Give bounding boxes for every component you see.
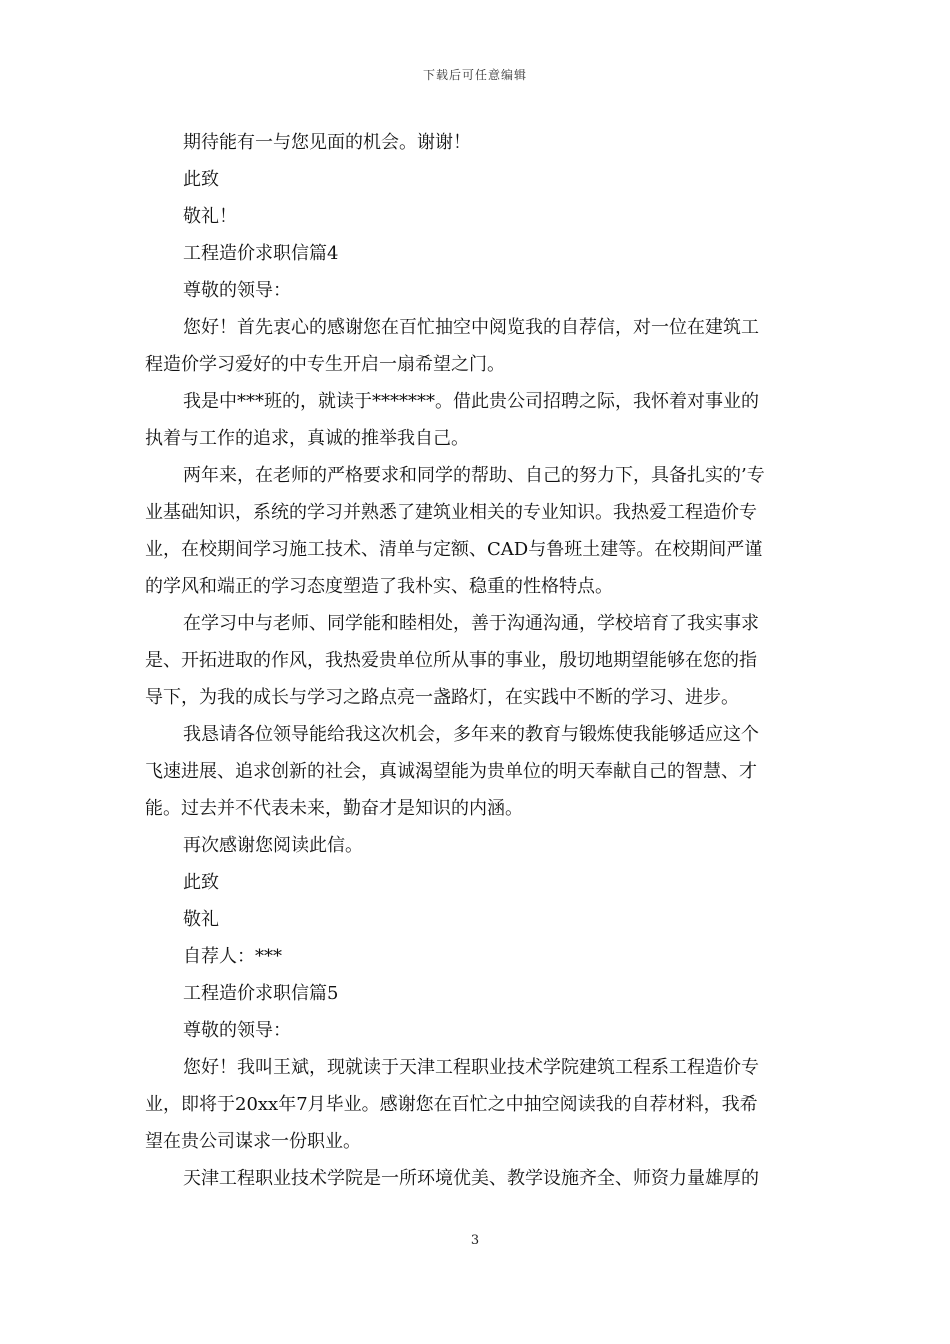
page-number: 3: [470, 1233, 480, 1248]
document-body: [145, 124, 807, 1197]
text-line: 在学习中与老师、同学能和睦相处，善于沟通沟通，学校培育了我实事求: [183, 613, 759, 634]
text-line: 执着与工作的追求，真诚的推举我自己。: [145, 428, 469, 449]
text-line: 敬礼: [183, 909, 219, 930]
text-line: 业，在校期间学习施工技术、清单与定额、CAD与鲁班土建等。在校期间严谨: [145, 539, 763, 560]
text-line: 我是中***班的，就读于*******。借此贵公司招聘之际，我怀着对事业的: [183, 391, 759, 412]
salutation: 尊敬的领导：: [183, 280, 291, 301]
text-line: 导下，为我的成长与学习之路点亮一盏路灯，在实践中不断的学习、进步。: [145, 687, 739, 708]
text-line: 您好！首先衷心的感谢您在百忙抽空中阅览我的自荐信，对一位在建筑工: [183, 317, 759, 338]
text-line: 飞速进展、追求创新的社会，真诚渴望能为贵单位的明天奉献自己的智慧、才: [145, 761, 757, 782]
text-line: 两年来，在老师的严格要求和同学的帮助、自己的努力下，具备扎实的’专: [183, 465, 765, 486]
signature-line: 自荐人：***: [183, 946, 282, 967]
section-heading: 工程造价求职信篇5: [183, 983, 339, 1004]
text-line: 程造价学习爱好的中专生开启一扇希望之门。: [145, 354, 505, 375]
text-line: 望在贵公司谋求一份职业。: [145, 1131, 361, 1152]
text-line: 我恳请各位领导能给我这次机会，多年来的教育与锻炼使我能够适应这个: [183, 724, 759, 745]
text-line: 业基础知识，系统的学习并熟悉了建筑业相关的专业知识。我热爱工程造价专: [145, 502, 757, 523]
text-line: 能。过去并不代表未来，勤奋才是知识的内涵。: [145, 798, 523, 819]
section-heading: 工程造价求职信篇4: [183, 243, 339, 264]
text-line: 您好！我叫王斌，现就读于天津工程职业技术学院建筑工程系工程造价专: [183, 1057, 759, 1078]
header-note: 下载后可任意编辑: [422, 68, 527, 82]
text-line: 期待能有一与您见面的机会。谢谢！: [183, 132, 471, 153]
text-line: 此致: [183, 872, 219, 893]
text-line: 此致: [183, 169, 219, 190]
salutation: 尊敬的领导：: [183, 1020, 291, 1041]
text-line: 业，即将于20xx年7月毕业。感谢您在百忙之中抽空阅读我的自荐材料，我希: [145, 1094, 758, 1115]
text-line: 是、开拓进取的作风，我热爱贵单位所从事的事业，殷切地期望能够在您的指: [145, 650, 757, 671]
text-line: 再次感谢您阅读此信。: [183, 835, 363, 856]
text-line: 敬礼！: [183, 206, 237, 227]
text-line: 的学风和端正的学习态度塑造了我朴实、稳重的性格特点。: [145, 576, 613, 597]
text-line: 天津工程职业技术学院是一所环境优美、教学设施齐全、师资力量雄厚的: [183, 1168, 759, 1189]
